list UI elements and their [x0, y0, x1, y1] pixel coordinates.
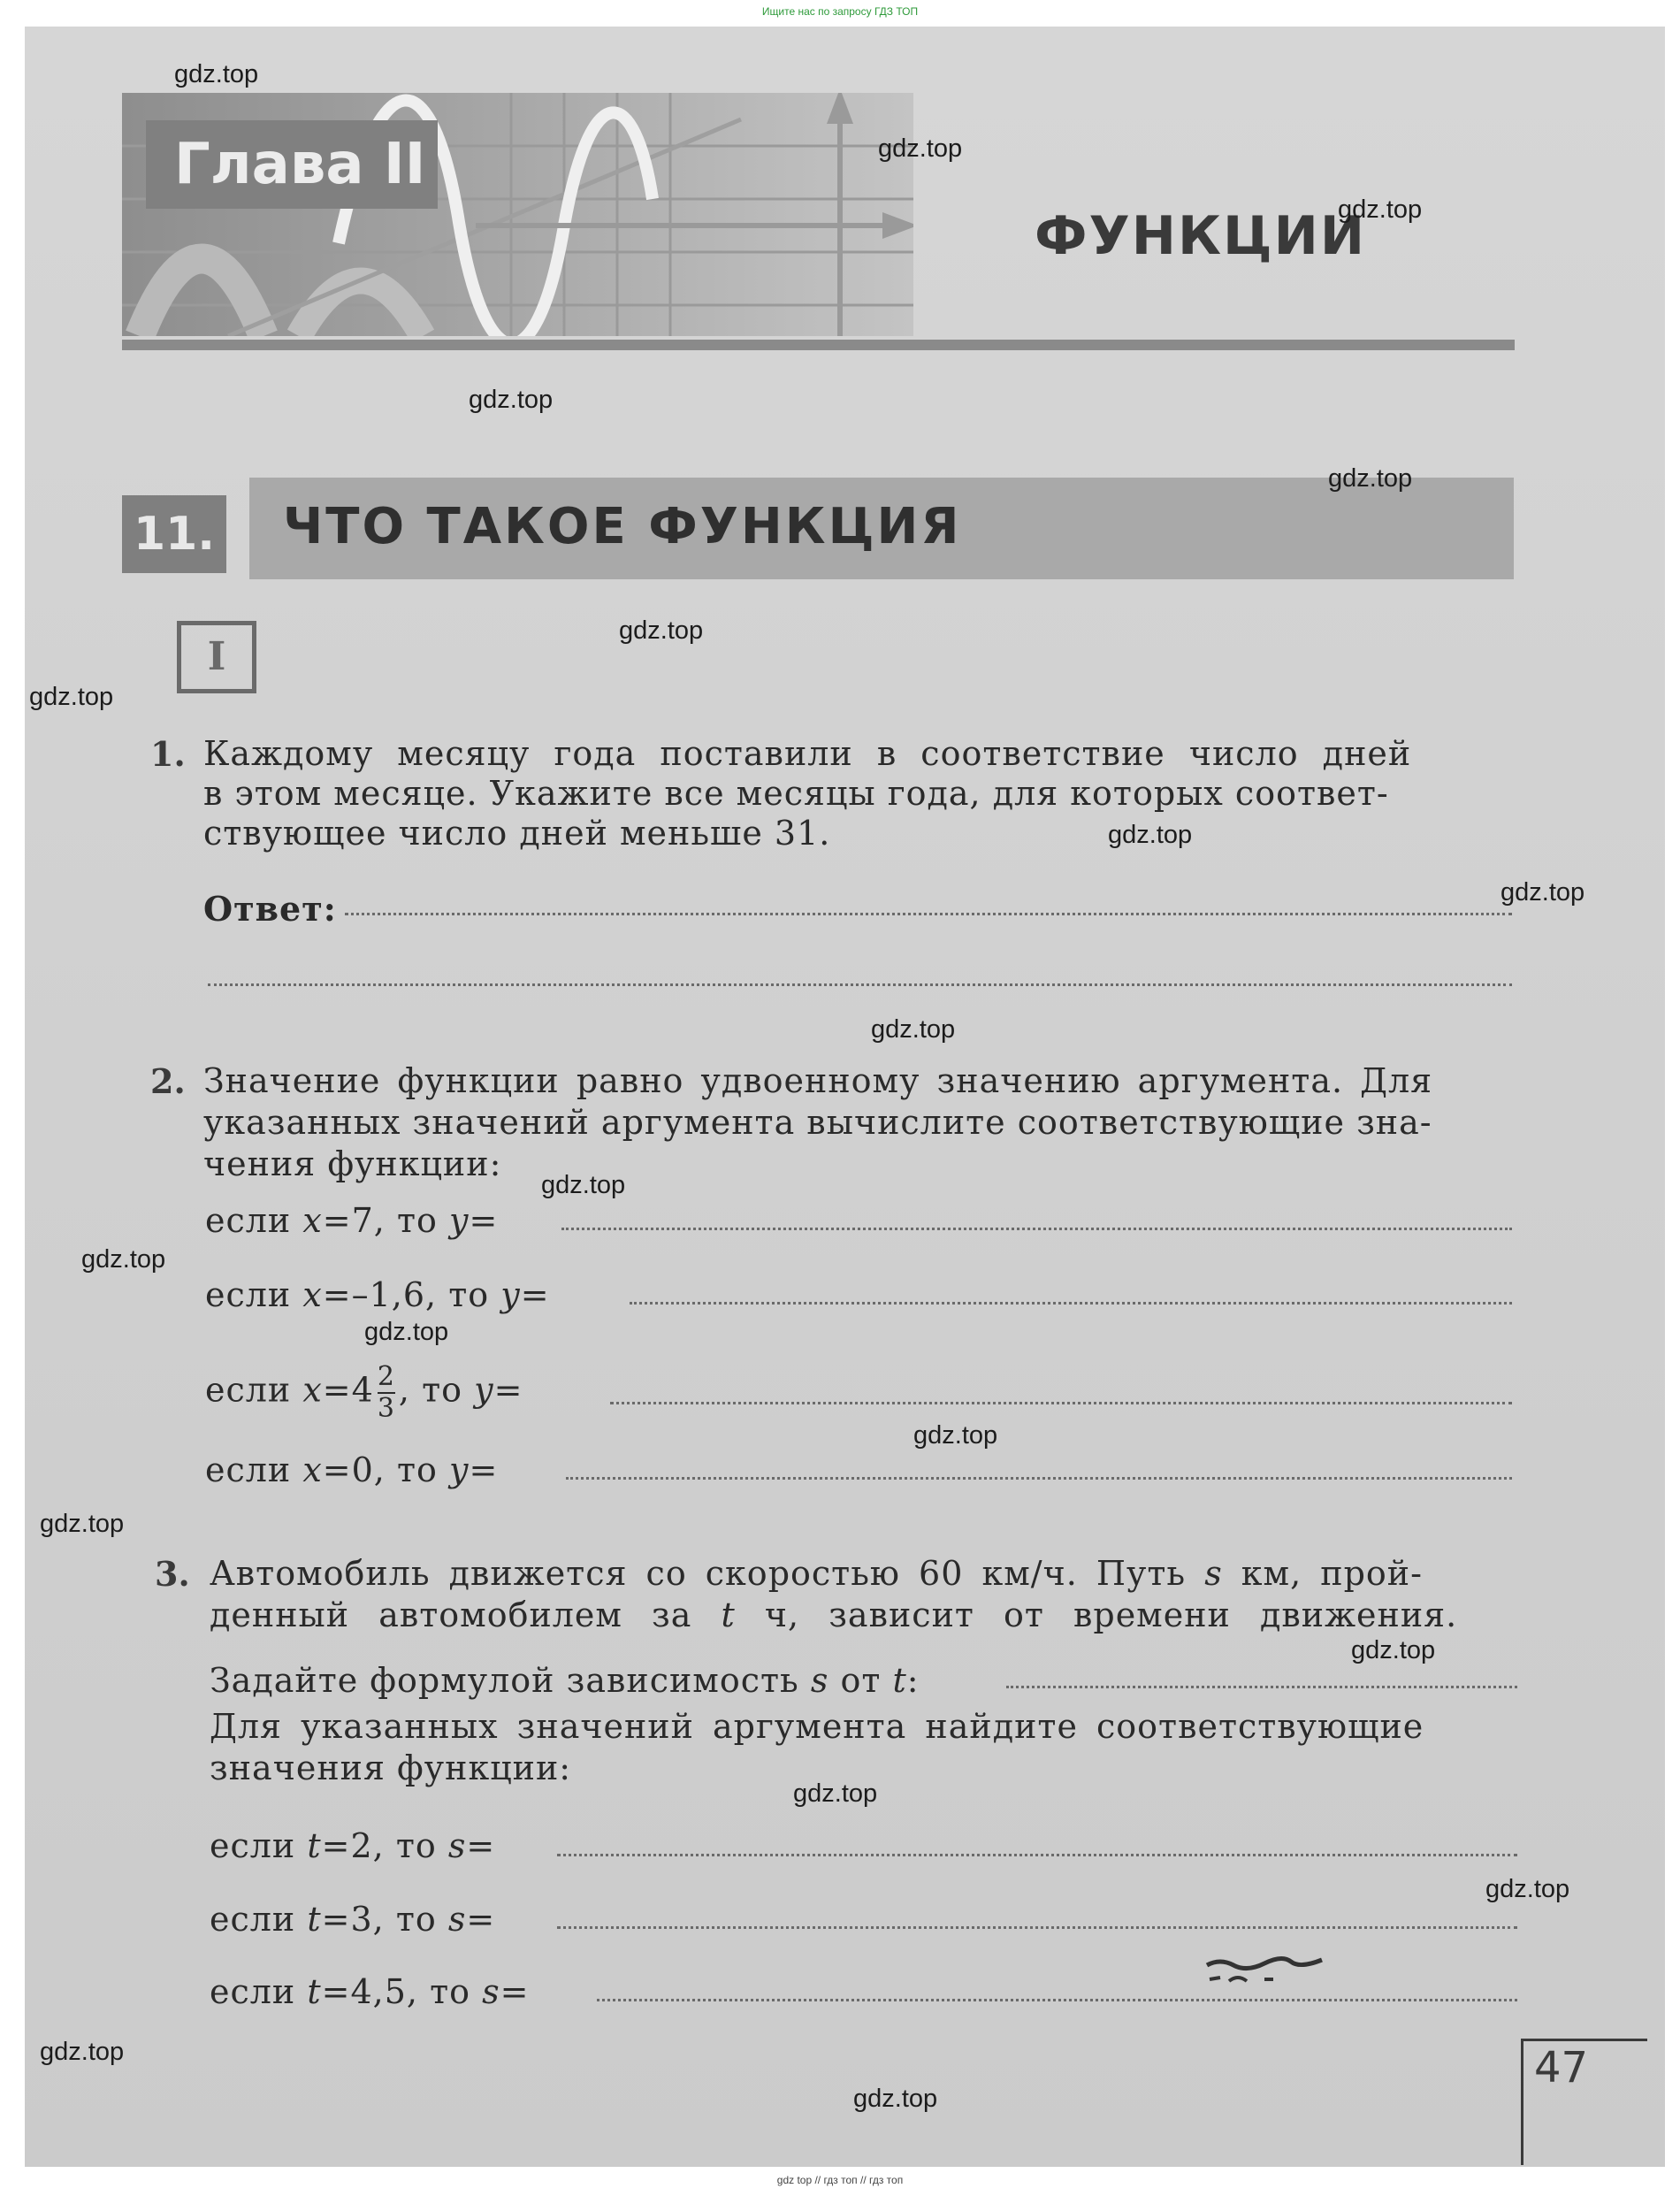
page-number: 47: [1534, 2043, 1589, 2093]
task-1-answer-label: Ответ:: [203, 889, 337, 929]
bottom-notice: gdz top // гдз топ // гдз топ: [776, 2174, 904, 2186]
fraction: $\frac{2}{3}$: [377, 1361, 395, 1424]
watermark: gdz.top: [81, 1245, 166, 1274]
task-2-line-2: указанных значений аргумента вычислите соответствующие зна-: [203, 1103, 1432, 1142]
watermark: gdz.top: [619, 616, 704, 645]
task-2-number: 2.: [150, 1061, 186, 1101]
watermark: gdz.top: [29, 683, 114, 711]
ink-smudge: [1203, 1955, 1326, 1990]
task-3-row-1: если t=2, то s=: [210, 1826, 496, 1865]
task-1-answer-line-1[interactable]: [345, 913, 1512, 915]
chapter-label: Глава II: [146, 120, 438, 209]
task-1-line-2: в этом месяце. Укажите все месяцы года, для которых соответ-: [203, 774, 1389, 813]
task-2-row-1: если x=7, то y=: [205, 1201, 499, 1240]
task-2-row-2: если x=–1,6, то y=: [205, 1275, 550, 1314]
watermark: gdz.top: [793, 1779, 878, 1808]
watermark: gdz.top: [40, 1510, 125, 1538]
task-2-answer-2[interactable]: [630, 1302, 1512, 1305]
watermark: gdz.top: [871, 1015, 956, 1044]
section-number: 11.: [122, 495, 226, 573]
task-1-answer-line-2[interactable]: [208, 983, 1512, 986]
task-3-line-5: значения функции:: [210, 1748, 572, 1787]
watermark: gdz.top: [1328, 464, 1413, 493]
task-1-line-1: Каждому месяцу года поставили в соответствие число дней: [203, 734, 1412, 773]
watermark: gdz.top: [1501, 878, 1585, 907]
task-3-answer-2[interactable]: [557, 1926, 1517, 1929]
task-3-answer-3[interactable]: [597, 1999, 1517, 2001]
chapter-title: ФУНКЦИИ: [1035, 205, 1367, 267]
task-2-answer-3[interactable]: [610, 1402, 1512, 1404]
watermark: gdz.top: [1108, 821, 1193, 849]
task-3-row-2: если t=3, то s=: [210, 1900, 496, 1939]
task-2-row-4: если x=0, то y=: [205, 1450, 499, 1489]
watermark: gdz.top: [40, 2038, 125, 2066]
watermark: gdz.top: [469, 386, 554, 414]
top-notice: Ищите нас по запросу ГДЗ ТОП: [761, 5, 919, 18]
task-3-number: 3.: [155, 1554, 190, 1594]
task-2-line-3: чения функции:: [203, 1144, 502, 1183]
task-1-line-3: ствующее число дней меньше 31.: [203, 814, 831, 853]
task-3-line-1: Автомобиль движется со скоростью 60 км/ч. Путь s км, прой-: [210, 1554, 1423, 1593]
task-2-row-3: если x=4 $\frac{2}{3}$ , то y=: [205, 1361, 523, 1424]
watermark: gdz.top: [1338, 195, 1423, 224]
level-badge: I: [177, 621, 256, 693]
task-3-row-3: если t=4,5, то s=: [210, 1972, 530, 2011]
task-2-answer-4[interactable]: [566, 1477, 1512, 1480]
task-3-formula-answer[interactable]: [1006, 1686, 1517, 1688]
task-2-line-1: Значение функции равно удвоенному значению аргумента. Для: [203, 1061, 1433, 1100]
watermark: gdz.top: [364, 1318, 449, 1346]
watermark: gdz.top: [1485, 1875, 1570, 1903]
watermark: gdz.top: [913, 1421, 998, 1450]
task-3-line-3: Задайте формулой зависимость s от t:: [210, 1661, 920, 1700]
section-title: ЧТО ТАКОЕ ФУНКЦИЯ: [283, 498, 962, 555]
task-3-line-4: Для указанных значений аргумента найдите соответствующие: [210, 1707, 1424, 1746]
task-1-number: 1.: [150, 734, 186, 774]
watermark: gdz.top: [541, 1171, 626, 1199]
task-2-answer-1[interactable]: [561, 1228, 1512, 1230]
watermark: gdz.top: [1351, 1636, 1436, 1664]
watermark: gdz.top: [174, 60, 259, 88]
watermark: gdz.top: [878, 134, 963, 163]
watermark: gdz.top: [853, 2085, 938, 2113]
task-3-answer-1[interactable]: [557, 1854, 1517, 1856]
banner-rule: [122, 340, 1515, 350]
task-3-line-2: денный автомобилем за t ч, зависит от времени движения.: [210, 1595, 1458, 1634]
